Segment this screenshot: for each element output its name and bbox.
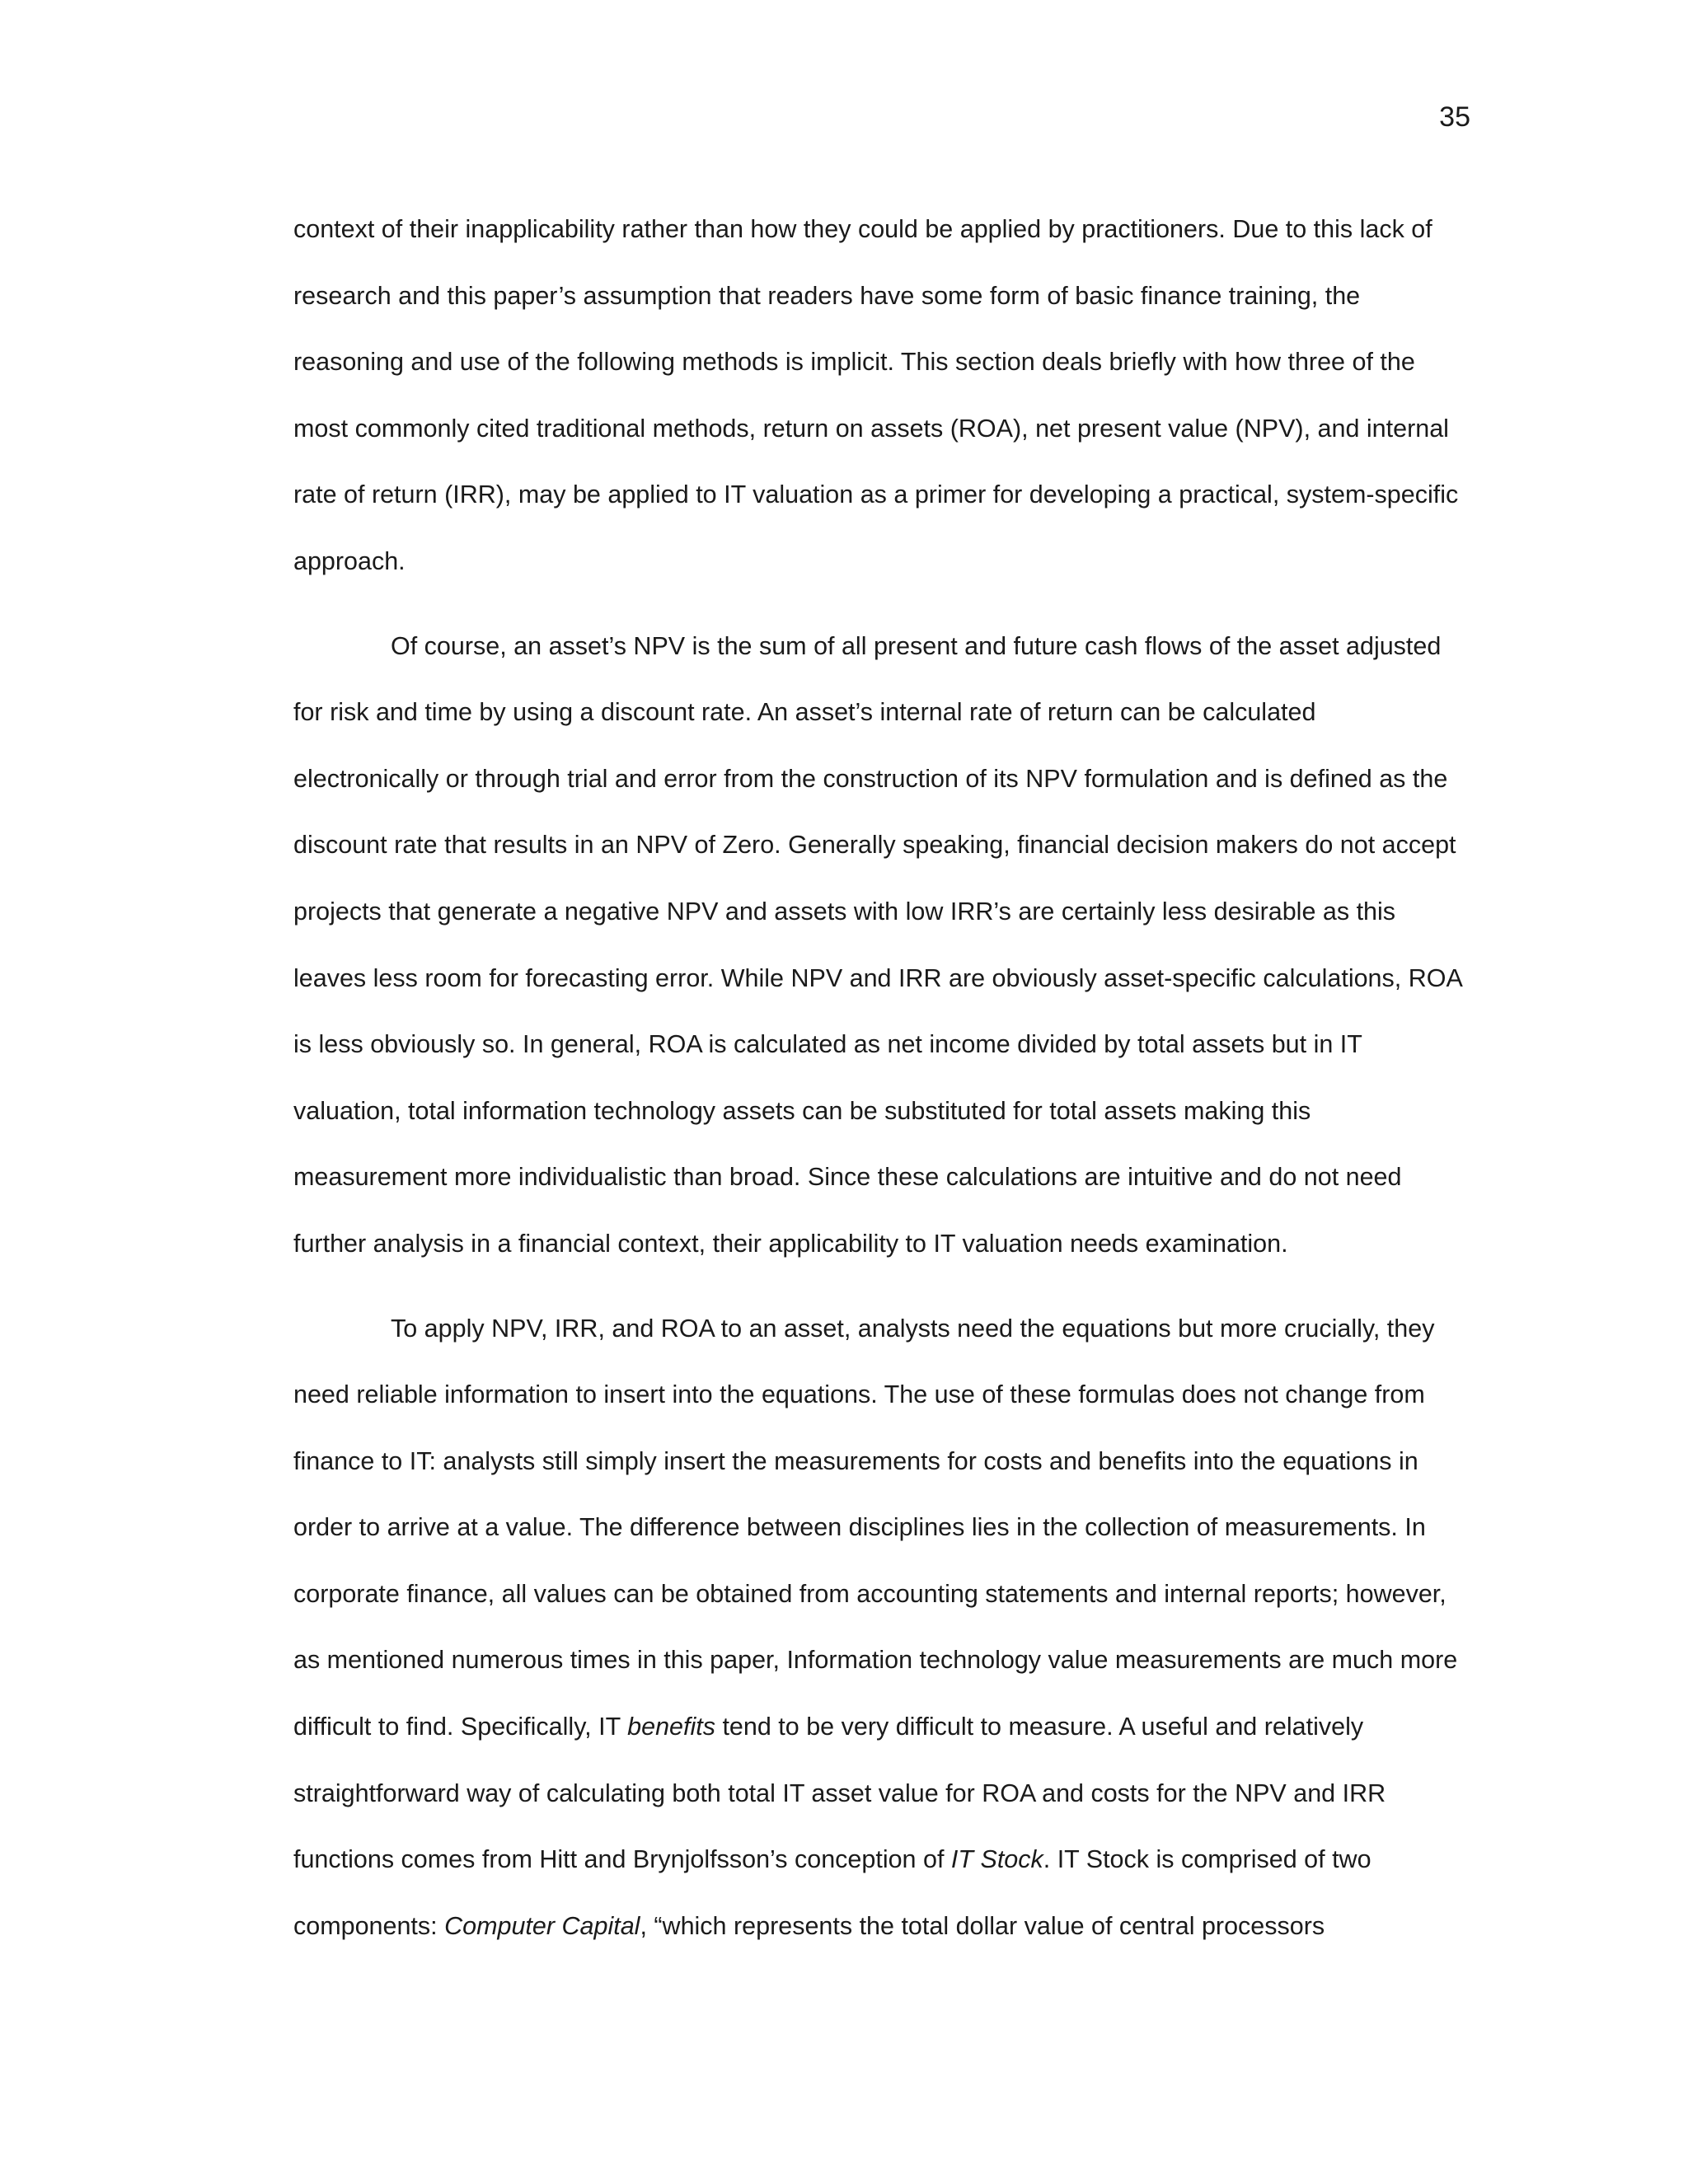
paragraph-3-text-3: . IT Stock is comprised of two components:	[293, 1845, 1372, 1940]
paragraph-3-text-2: tend to be very difficult to measure. A useful and relatively straightforward way of calculating both total IT asset value for ROA and costs for the NPV and IRR functions comes from Hitt and Brynjolfsson’s conception of	[293, 1713, 1386, 1874]
paragraph-3	[293, 1296, 1467, 1960]
page-number: 35	[1439, 101, 1470, 133]
paragraph-3-text-1: To apply NPV, IRR, and ROA to an asset, analysts need the equations but more crucially, they need reliable information to insert into the equations. The use of these formulas does not change from finance to IT: analysts still simply insert the measurements for costs and benefits into the equations in order to arrive at a value. The difference between disciplines lies in the collection of measurements. In corporate finance, all values can be obtained from accounting statements and internal reports; however, as mentioned numerous times in this paper, Information technology value measurements are much more difficult to find. Specifically, IT	[293, 1314, 1458, 1741]
italic-term-it-stock: IT Stock	[950, 1845, 1043, 1874]
paragraph-3-text-4: , “which represents the total dollar value of central processors	[640, 1911, 1325, 1940]
document-body	[293, 196, 1467, 1959]
italic-term-benefits: benefits	[627, 1713, 715, 1741]
paragraph-2: Of course, an asset’s NPV is the sum of all present and future cash flows of the asset adjusted for risk and time by using a discount rate. An asset’s internal rate of return can be calculated electronically or through trial and error from the construction of its NPV formulation and is defined as the discount rate that results in an NPV of Zero. Generally speaking, financial decision makers do not accept projects that generate a negative NPV and assets with low IRR’s are certainly less desirable as this leaves less room for forecasting error. While NPV and IRR are obviously asset-specific calculations, ROA is less obviously so. In general, ROA is calculated as net income divided by total assets but in IT valuation, total information technology assets can be substituted for total assets making this measurement more individualistic than broad. Since these calculations are intuitive and do not need further analysis in a financial context, their applicability to IT valuation needs examination.	[293, 631, 1462, 1258]
italic-term-computer-capital: Computer Capital	[444, 1911, 640, 1940]
paragraph-1: context of their inapplicability rather than how they could be applied by practitioners. Due to this lack of research and this paper’s assumption that readers have some form of basic finance training, the reasoning and use of the following methods is implicit. This section deals briefly with how three of the most commonly cited traditional methods, return on assets (ROA), net present value (NPV), and internal rate of return (IRR), may be applied to IT valuation as a primer for developing a practical, system-specific approach.	[293, 215, 1459, 575]
